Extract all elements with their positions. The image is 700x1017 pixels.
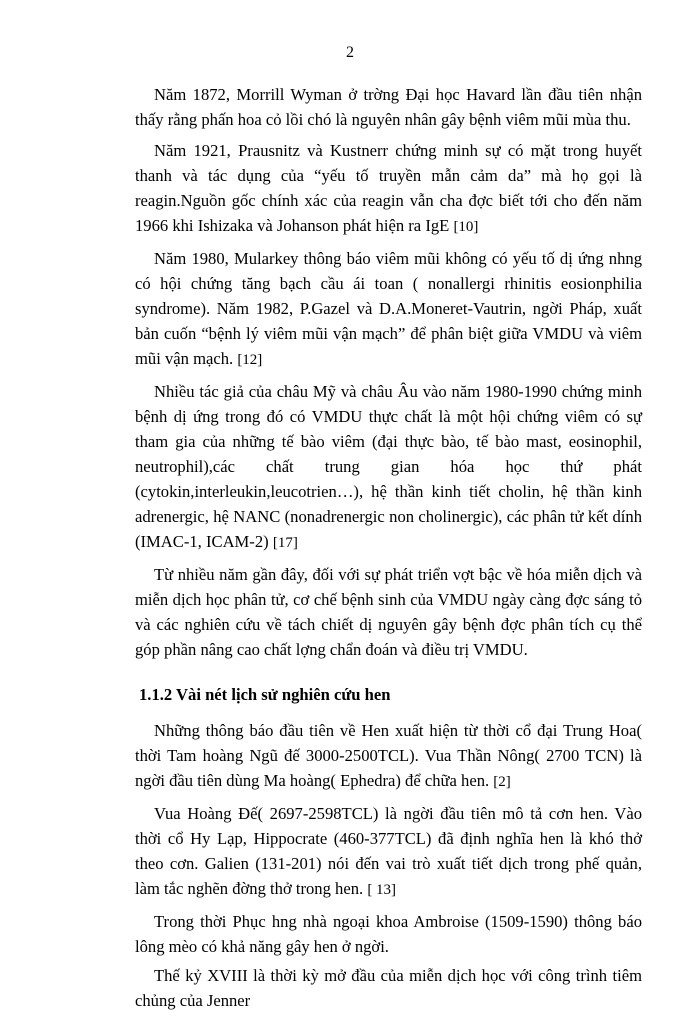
citation: [2]	[493, 774, 511, 790]
paragraph-wyman: Năm 1872, Morrill Wyman ở trờng Đại học Havard lần đầu tiên nhận thấy rằng phấn hoa cỏ lồi chó là nguyên nhân gây bệnh viêm mũi mùa thu.	[135, 85, 642, 129]
citation: [12]	[237, 352, 263, 368]
paragraph-mularkey: Năm 1980, Mularkey thông báo viêm mũi không có yếu tố dị ứng nhng có hội chứng tăng bạch cầu ái toan ( nonallergi rhinitis eosionphilia syndrome). Năm 1982, P.Gazel và D.A.Moneret-Vautrin, ngời Pháp, xuất bản cuốn “bệnh lý viêm mũi vận mạch” để phân biệt giữa VMDU và viêm mũi vận mạch. [12]	[135, 249, 642, 368]
paragraph-hoang-de: Vua Hoàng Đế( 2697-2598TCL) là ngời đầu tiên mô tả cơn hen. Vào thời cổ Hy Lạp, Hippocrate (460-377TCL) đã định nghĩa hen là khó thở theo cơn. Galien (131-201) nói đến vai trò xuất tiết dịch trong phế quản, làm tắc nghẽn đờng thở trong hen. [ 13]	[135, 804, 642, 898]
paragraph-prausnitz: Năm 1921, Prausnitz và Kustnerr chứng minh sự có mặt trong huyết thanh và tác dụng của “yếu tố truyền mẫn cảm da” mà họ gọi là reagin.Nguồn gốc chính xác của reagin vẫn cha đợc biết tới cho đến năm 1966 khi Ishizaka và Johanson phát hiện ra IgE [10]	[135, 141, 642, 235]
paragraph-ancient-china: Những thông báo đầu tiên về Hen xuất hiện từ thời cổ đại Trung Hoa( thời Tam hoàng Ngũ đế 3000-2500TCL). Vua Thần Nông( 2700 TCN) là ngời đầu tiên dùng Ma hoàng( Ephedra) để chữa hen. [2]	[135, 721, 642, 790]
citation: [ 13]	[367, 882, 397, 898]
citation: [17]	[272, 535, 298, 551]
document-body	[135, 82, 642, 1017]
paragraph-recent-advances: Từ nhiều năm gần đây, đối với sự phát triển vợt bậc về hóa miễn dịch và miễn dịch học phân tử, cơ chế bệnh sinh của VMDU ngày càng đợc sáng tỏ và các nghiên cứu về tách chiết dị nguyên gây bệnh đợc phân tích cụ thể góp phần nâng cao chất lợng chẩn đoán và điều trị VMDU.	[135, 565, 642, 659]
page-number: 2	[346, 44, 354, 61]
paragraph-renaissance: Trong thời Phục hng nhà ngoại khoa Ambroise (1509-1590) thông báo lông mèo có khả năng gây hen ở ngời.	[135, 912, 642, 956]
paragraph-jenner: Thế kỷ XVIII là thời kỳ mở đầu của miễn dịch học với công trình tiêm chủng của Jenner	[135, 966, 642, 1010]
citation: [10]	[453, 219, 479, 235]
section-heading: 1.1.2 Vài nét lịch sử nghiên cứu hen	[139, 685, 391, 704]
paragraph-inflammation: Nhiều tác giả của châu Mỹ và châu Âu vào năm 1980-1990 chứng minh bệnh dị ứng trong đó có VMDU thực chất là một hội chứng viêm có sự tham gia của những tế bào viêm (đại thực bào, tế bào mast, eosinophil, neutrophil),các chất trung gian hóa học thứ phát (cytokin,interleukin,leucotrien…), hệ thần kinh tiết cholin, hệ thần kinh adrenergic, hệ NANC (nonadrenergic non cholinergic), các phân tử kết dính (IMAC-1, ICAM-2) [17]	[135, 382, 642, 551]
